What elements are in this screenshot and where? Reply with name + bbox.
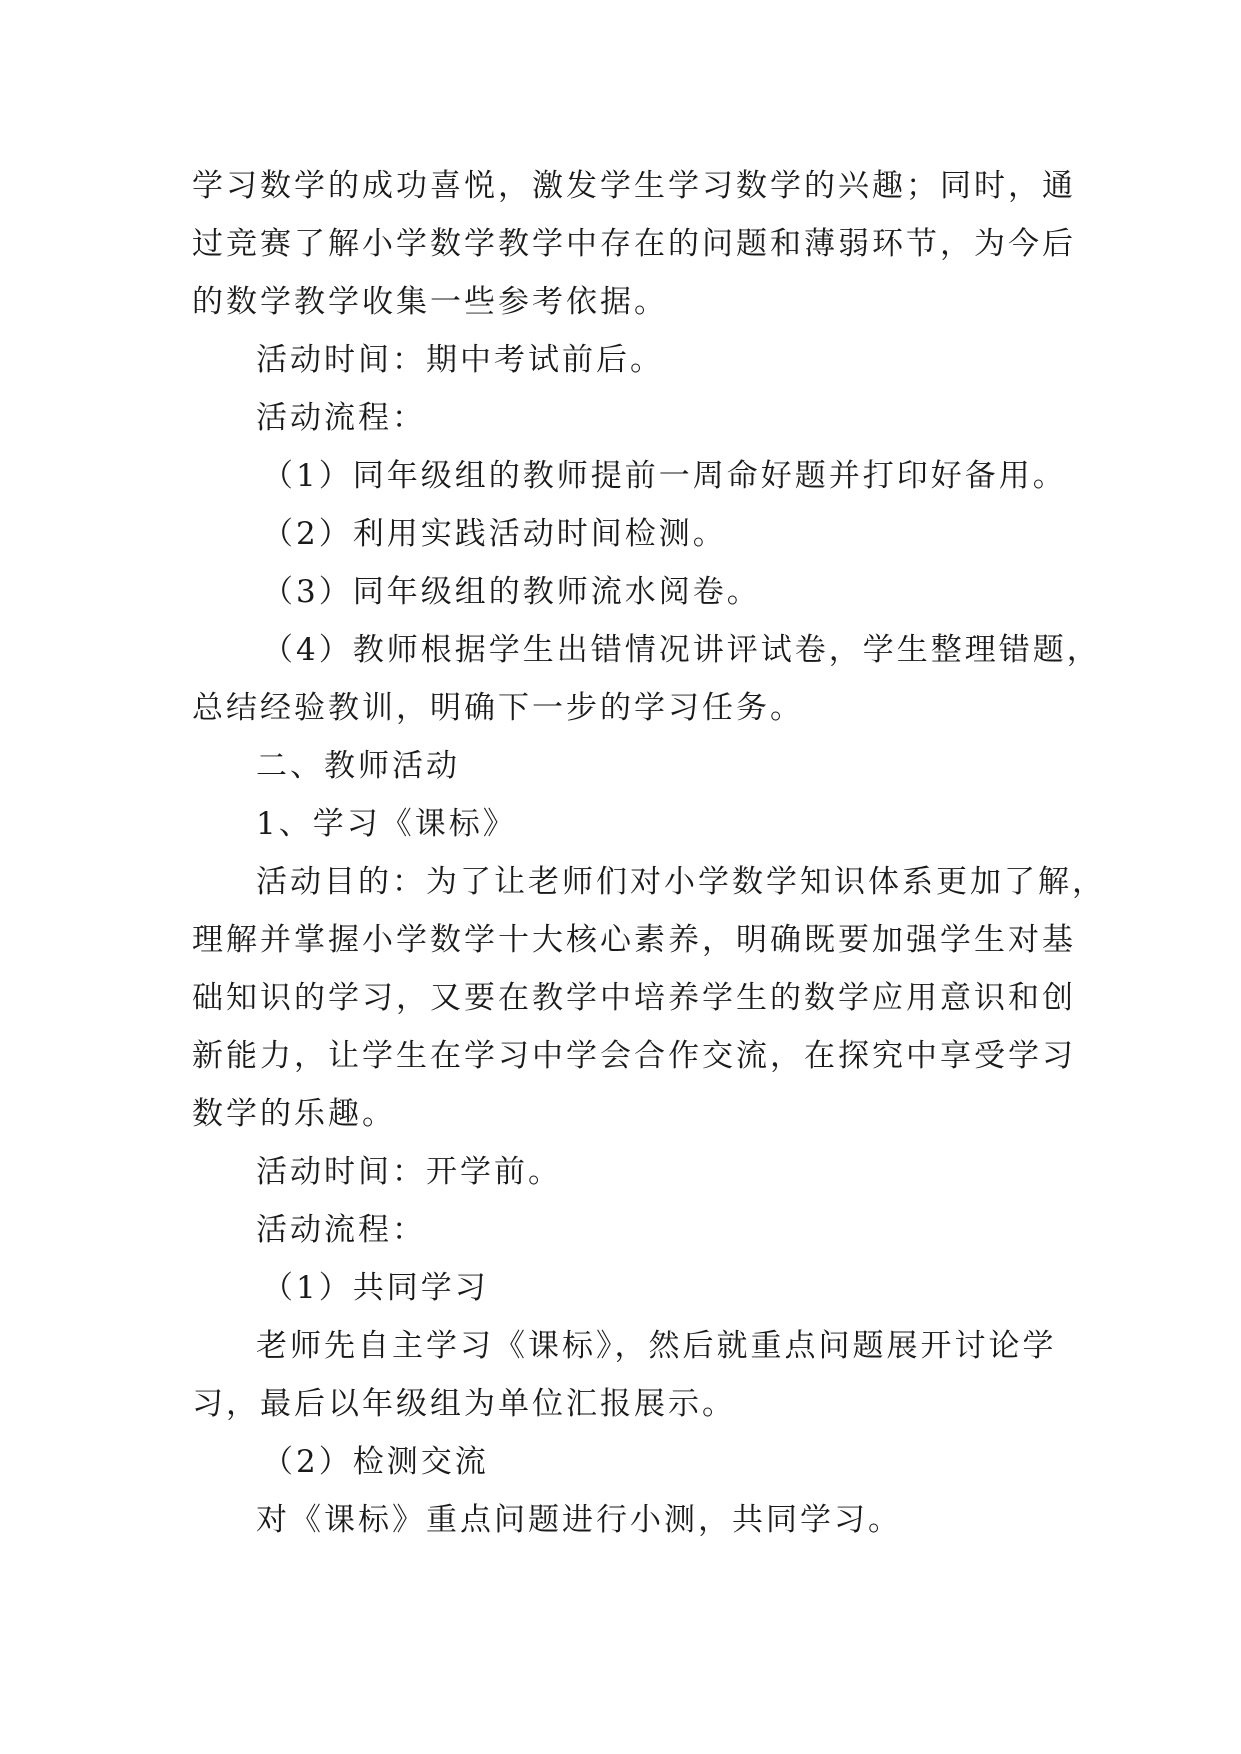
activity-goal-line: 活动目的：为了让老师们对小学数学知识体系更加了解， — [256, 864, 1106, 900]
paragraph-line: 对《课标》重点问题进行小测，共同学习。 — [256, 1502, 902, 1538]
paragraph-line: 老师先自主学习《课标》，然后就重点问题展开讨论学 — [256, 1328, 1057, 1364]
paragraph-line: 数学的乐趣。 — [192, 1096, 396, 1132]
paragraph-line: 过竞赛了解小学数学教学中存在的问题和薄弱环节，为今后 — [192, 226, 1076, 262]
flow-step-1: （1）同年级组的教师提前一周命好题并打印好备用。 — [262, 458, 1067, 494]
paragraph-line: 总结经验教训，明确下一步的学习任务。 — [192, 690, 804, 726]
activity-time-line: 活动时间：期中考试前后。 — [256, 342, 664, 378]
paragraph-line: 学习数学的成功喜悦，激发学生学习数学的兴趣；同时，通 — [192, 168, 1076, 204]
flow-step-4: （4）教师根据学生出错情况讲评试卷，学生整理错题， — [262, 632, 1101, 668]
flow-step-1: （1）共同学习 — [262, 1270, 489, 1306]
activity-flow-heading: 活动流程： — [256, 400, 426, 436]
paragraph-line: 新能力，让学生在学习中学会合作交流，在探究中享受学习 — [192, 1038, 1076, 1074]
paragraph-line: 习，最后以年级组为单位汇报展示。 — [192, 1386, 736, 1422]
flow-step-3: （3）同年级组的教师流水阅卷。 — [262, 574, 761, 610]
paragraph-line: 础知识的学习，又要在教学中培养学生的数学应用意识和创 — [192, 980, 1076, 1016]
section-heading: 二、教师活动 — [256, 748, 460, 784]
paragraph-line: 理解并掌握小学数学十大核心素养，明确既要加强学生对基 — [192, 922, 1076, 958]
flow-step-2: （2）利用实践活动时间检测。 — [262, 516, 727, 552]
flow-step-2: （2）检测交流 — [262, 1444, 489, 1480]
activity-time-line: 活动时间：开学前。 — [256, 1154, 562, 1190]
activity-flow-heading: 活动流程： — [256, 1212, 426, 1248]
subsection-heading: 1、学习《课标》 — [256, 806, 517, 842]
paragraph-line: 的数学教学收集一些参考依据。 — [192, 284, 668, 320]
